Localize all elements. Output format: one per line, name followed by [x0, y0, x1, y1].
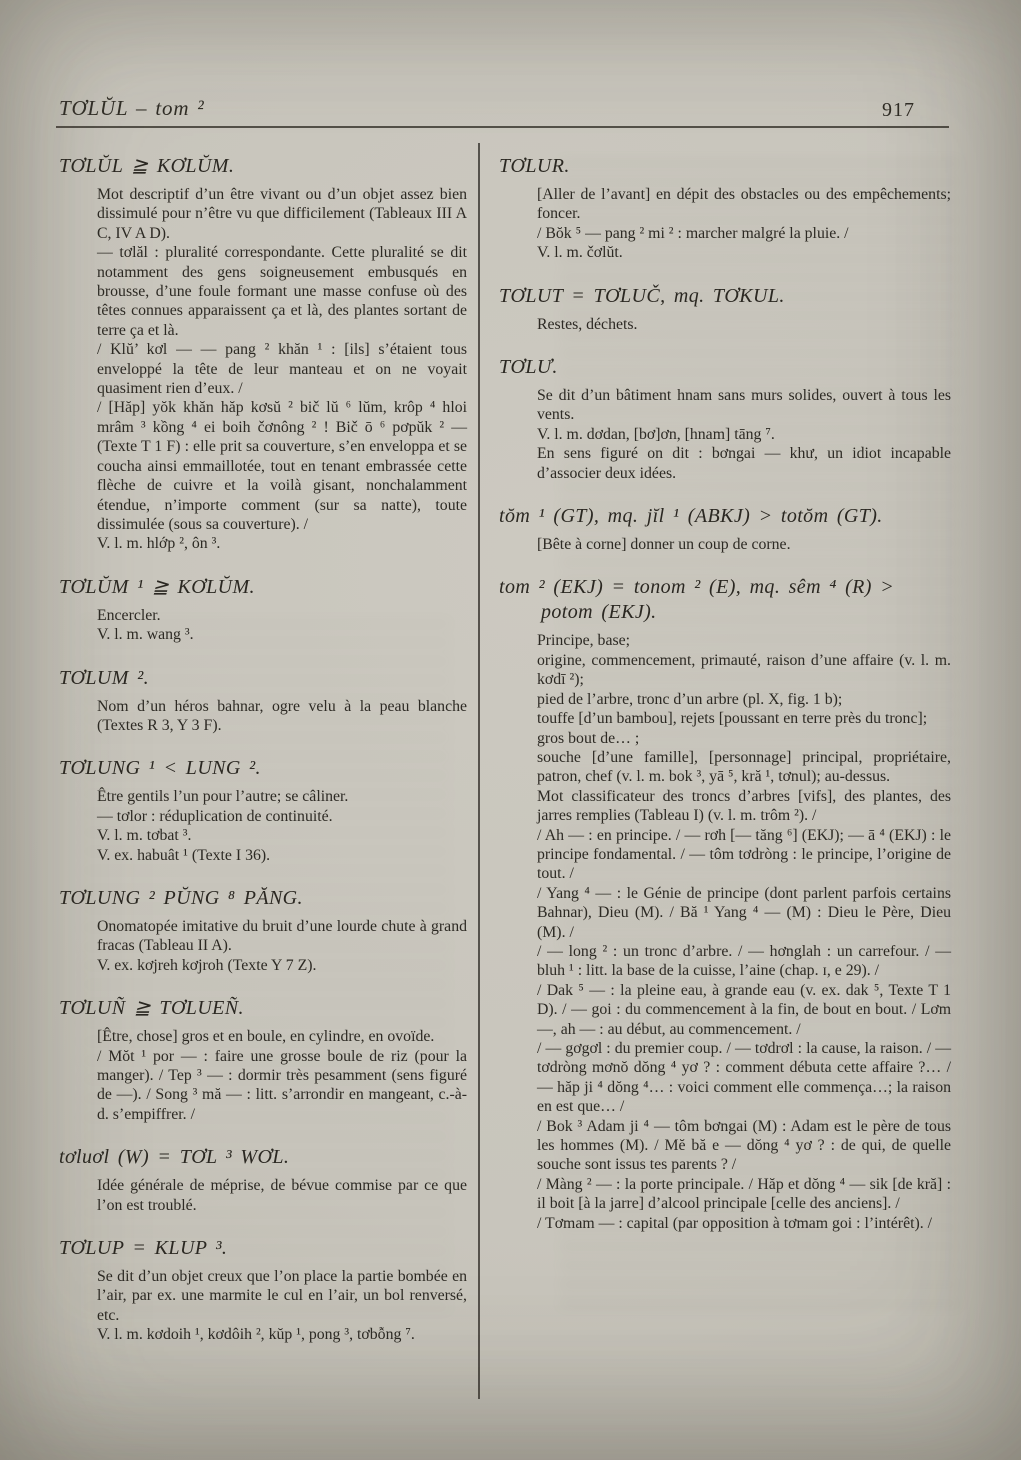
- entry-paragraph: / Tơmam — : capital (par opposition à tơmam goi : l’intérêt). /: [537, 1214, 933, 1232]
- entry-headword: tơluơl (W) = TƠL ³ WƠL.: [59, 1146, 290, 1169]
- entry-paragraph: / Klŭ’ kơl — — pang ² khăn ¹ : [ils] s’étaient tous enveloppé la tête de leur manteau et on ne voyait quasiment rien d’eux. /: [97, 341, 467, 398]
- entry-paragraph: — tơlor : réduplication de continuité.: [97, 807, 333, 825]
- entry-body: [97, 917, 467, 975]
- dictionary-entry: [59, 1145, 467, 1215]
- header-rule: [56, 126, 949, 128]
- entry-paragraph: Principe, base;: [537, 632, 630, 650]
- entry-body: [97, 1176, 467, 1215]
- entry-paragraph: Être gentils l’un pour l’autre; se câliner.: [97, 788, 349, 806]
- entry-paragraph: Idée générale de méprise, de bévue commise par ce que l’on est troublé.: [97, 1177, 467, 1214]
- entry-paragraph: [Être, chose] gros et en boule, en cylindre, en ovoïde.: [97, 1028, 435, 1046]
- dictionary-entry: [499, 355, 951, 483]
- entry-body: [537, 535, 951, 554]
- entry-paragraph: / Dak ⁵ — : la pleine eau, à grande eau (v. ex. dak ⁵, Texte T 1 D). / — goi : du commencement à la fin, de bout en bout. / Lơm —, ah — : au début, au commencement. /: [537, 981, 951, 1038]
- entry-body: [537, 315, 951, 334]
- entry-paragraph: pied de l’arbre, tronc d’un arbre (pl. X, fig. 1 b);: [537, 690, 843, 708]
- entry-paragraph: V. l. m. čơlŭt.: [537, 244, 623, 262]
- entry-paragraph: V. l. m. kơdoih ¹, kơdôih ², kŭp ¹, pong ³, tơbỗng ⁷.: [97, 1326, 415, 1344]
- entry-paragraph: origine, commencement, primauté, raison d’une affaire (v. l. m. kơdī ²);: [537, 651, 951, 689]
- entry-paragraph: / Ah — : en principe. / — rơh [— tăng ⁶] (EKJ); — ā ⁴ (EKJ) : le principe fondamental. / — tôm tơdròng : le principe, l’origine de tout. /: [537, 826, 951, 883]
- entry-headword: tŏm ¹ (GT), mq. jĭl ¹ (ABKJ) > totŏm (GT).: [499, 505, 883, 528]
- entry-paragraph: / Bŏk ⁵ — pang ² mi ² : marcher malgré la pluie. /: [537, 224, 849, 242]
- dictionary-entry: [59, 666, 467, 736]
- dictionary-entry: [59, 1236, 467, 1345]
- entry-paragraph: Mot descriptif d’un être vivant ou d’un objet assez bien dissimulé pour n’être vu que difficilement (Tableaux III A C, IV A D).: [97, 186, 467, 242]
- entry-paragraph: Encercler.: [97, 606, 161, 624]
- entry-paragraph: V. ex. kơjreh kơjroh (Texte Y 7 Z).: [97, 956, 317, 974]
- entry-paragraph: Restes, déchets.: [537, 315, 638, 333]
- left-column: [59, 150, 467, 1345]
- entry-paragraph: V. l. m. hlớp ², ôn ³.: [97, 535, 221, 553]
- dictionary-entry: [499, 575, 951, 1233]
- entry-headword: tom ² (EKJ) = tonom ² (E), mq. sêm ⁴ (R) > potom (EKJ).: [499, 576, 895, 624]
- entry-paragraph: V. ex. habuât ¹ (Texte I 36).: [97, 846, 271, 864]
- entry-paragraph: [Aller de l’avant] en dépit des obstacles ou des empêchements; foncer.: [537, 186, 951, 223]
- entry-headword: TƠLUT = TƠLUČ, mq. TƠKUL.: [499, 284, 785, 307]
- entry-body: [537, 386, 951, 483]
- entry-headword: TƠLUM ².: [59, 666, 149, 689]
- entry-headword: TƠLŬL ≧ KƠLŬM.: [59, 155, 235, 177]
- entry-headword: TƠLUP = KLUP ³.: [59, 1237, 228, 1260]
- dictionary-entry: [499, 284, 951, 334]
- entry-paragraph: Nom d’un héros bahnar, ogre velu à la peau blanche (Textes R 3, Y 3 F).: [97, 697, 467, 734]
- dictionary-entry: [59, 996, 467, 1124]
- entry-paragraph: souche [d’une famille], [personnage] principal, propriétaire, patron, chef (v. l. m. bok ³, yā ⁵, kră ¹, tơnul); au-dessus.: [537, 748, 951, 786]
- entry-paragraph: — tơlăl : pluralité correspondante. Cette pluralité se dit notamment des gens soigneusement embusqués en brousse, d’une foule formant une masse confuse où des têtes connues apparaissent ça et là, des plantes sortant de terre ça et là.: [97, 244, 467, 339]
- entry-paragraph: Onomatopée imitative du bruit d’une lourde chute à grand fracas (Tableau II A).: [97, 917, 467, 955]
- entry-paragraph: V. l. m. tơbat ³.: [97, 827, 192, 845]
- entry-body: [537, 185, 951, 263]
- column-divider: [478, 143, 480, 1399]
- page-number: 917: [882, 99, 915, 121]
- entry-paragraph: / Màng ² — : la porte principale. / Hăp et dŏng ⁴ — sik [de kră] : il boit [à la jarre] d’alcool principale [celle des anciens]. /: [537, 1175, 951, 1213]
- dictionary-entry: [499, 504, 951, 554]
- dictionary-entry: [59, 886, 467, 975]
- entry-body: [97, 606, 467, 645]
- entry-paragraph: V. l. m. wang ³.: [97, 626, 194, 644]
- entry-paragraph: / Yang ⁴ — : le Génie de principe (dont parlent parfois certains Bahnar), Dieu (M). / Bă ¹ Yang ⁴ — (M) : Dieu le Père, Dieu (M). /: [537, 884, 951, 941]
- entry-paragraph: / — long ² : un tronc d’arbre. / — hơnglah : un carrefour. / — bluh ¹ : litt. la base de la cuisse, l’aine (chap. ɪ, e 29). /: [537, 942, 951, 980]
- entry-body: [97, 787, 467, 865]
- entry-body: [97, 697, 467, 736]
- entry-paragraph: En sens figuré on dit : bơngai — khư, un idiot incapable d’associer deux idées.: [537, 445, 951, 482]
- entry-paragraph: touffe [d’un bambou], rejets [poussant en terre près du tronc];: [537, 710, 928, 728]
- entry-paragraph: gros bout de… ;: [537, 729, 640, 747]
- dictionary-entry: [59, 154, 467, 554]
- dictionary-entry: [499, 154, 951, 263]
- entry-body: [97, 1267, 467, 1345]
- entry-paragraph: / [Hăp] yŏk khăn hăp kơsŭ ² bič lŭ ⁶ lŭm, krôp ⁴ hloi mrâm ³ kồng ⁴ ei boih čơnông ² ! Bič ō ⁶ pơpŭk ² — (Texte T 1 F) : elle prit sa couverture, s’en enveloppa et se coucha ainsi emmaillotée, tout en tenant embrassée cette flèche de cuivre et la voilà gisant, nonchalamment étendue, n’importe comment (sur sa natte), toute dissimulée (sous sa couverture). /: [97, 399, 467, 533]
- entry-paragraph: Mot classificateur des troncs d’arbres [vifs], des plantes, des jarres remplies (Tableau I) (v. l. m. trôm ²). /: [537, 787, 951, 825]
- entry-body: [97, 1027, 467, 1124]
- entry-headword: TƠLŬM ¹ ≧ KƠLŬM.: [59, 575, 255, 598]
- entry-paragraph: / Mŏt ¹ por — : faire une grosse boule de riz (pour la manger). / Tep ³ — : dormir très pesamment (sens figuré de —). / Song ³ mă — : litt. s’arrondir en mangeant, c.-à-d. s’empiffrer. /: [97, 1047, 467, 1123]
- entry-body: [537, 631, 951, 1233]
- entry-paragraph: / Bok ³ Adam ji ⁴ — tôm bơngai (M) : Adam est le père de tous les hommes (M). / Mĕ bă e — dŏng ⁴ yơ ? : de qui, de quelle souche sont issus tes parents ? /: [537, 1117, 951, 1174]
- entry-headword: TƠLUR.: [499, 155, 570, 177]
- entry-paragraph: Se dit d’un bâtiment hnam sans murs solides, ouvert à tous les vents.: [537, 387, 951, 424]
- entry-paragraph: / — gơgơl : du premier coup. / — tơdrơl : la cause, la raison. / — tơdròng mơnŏ dŏng ⁴ yơ ? : comment débuta cette affaire ?… / — hăp ji ⁴ dŏng ⁴… : voici comment elle commença…; la raison en est que… /: [537, 1040, 951, 1116]
- dictionary-entry: [59, 575, 467, 645]
- running-title: TƠLŬL – tom ²: [59, 96, 205, 120]
- entry-headword: TƠLƯ.: [499, 356, 558, 379]
- entry-body: [97, 185, 467, 554]
- entry-paragraph: Se dit d’un objet creux que l’on place la partie bombée en l’air, par ex. une marmite le cul en l’air, un bol renversé, etc.: [97, 1268, 467, 1324]
- entry-headword: TƠLUÑ ≧ TƠLUEÑ.: [59, 997, 244, 1020]
- right-column: [499, 150, 951, 1233]
- entry-paragraph: V. l. m. dơdan, [bơ]ơn, [hnam] tāng ⁷.: [537, 425, 775, 443]
- entry-headword: TƠLUNG ¹ < LUNG ².: [59, 757, 261, 780]
- entry-paragraph: [Bête à corne] donner un coup de corne.: [537, 536, 791, 554]
- dictionary-entry: [59, 756, 467, 865]
- entry-headword: TƠLUNG ² PŬNG ⁸ PĂNG.: [59, 886, 303, 909]
